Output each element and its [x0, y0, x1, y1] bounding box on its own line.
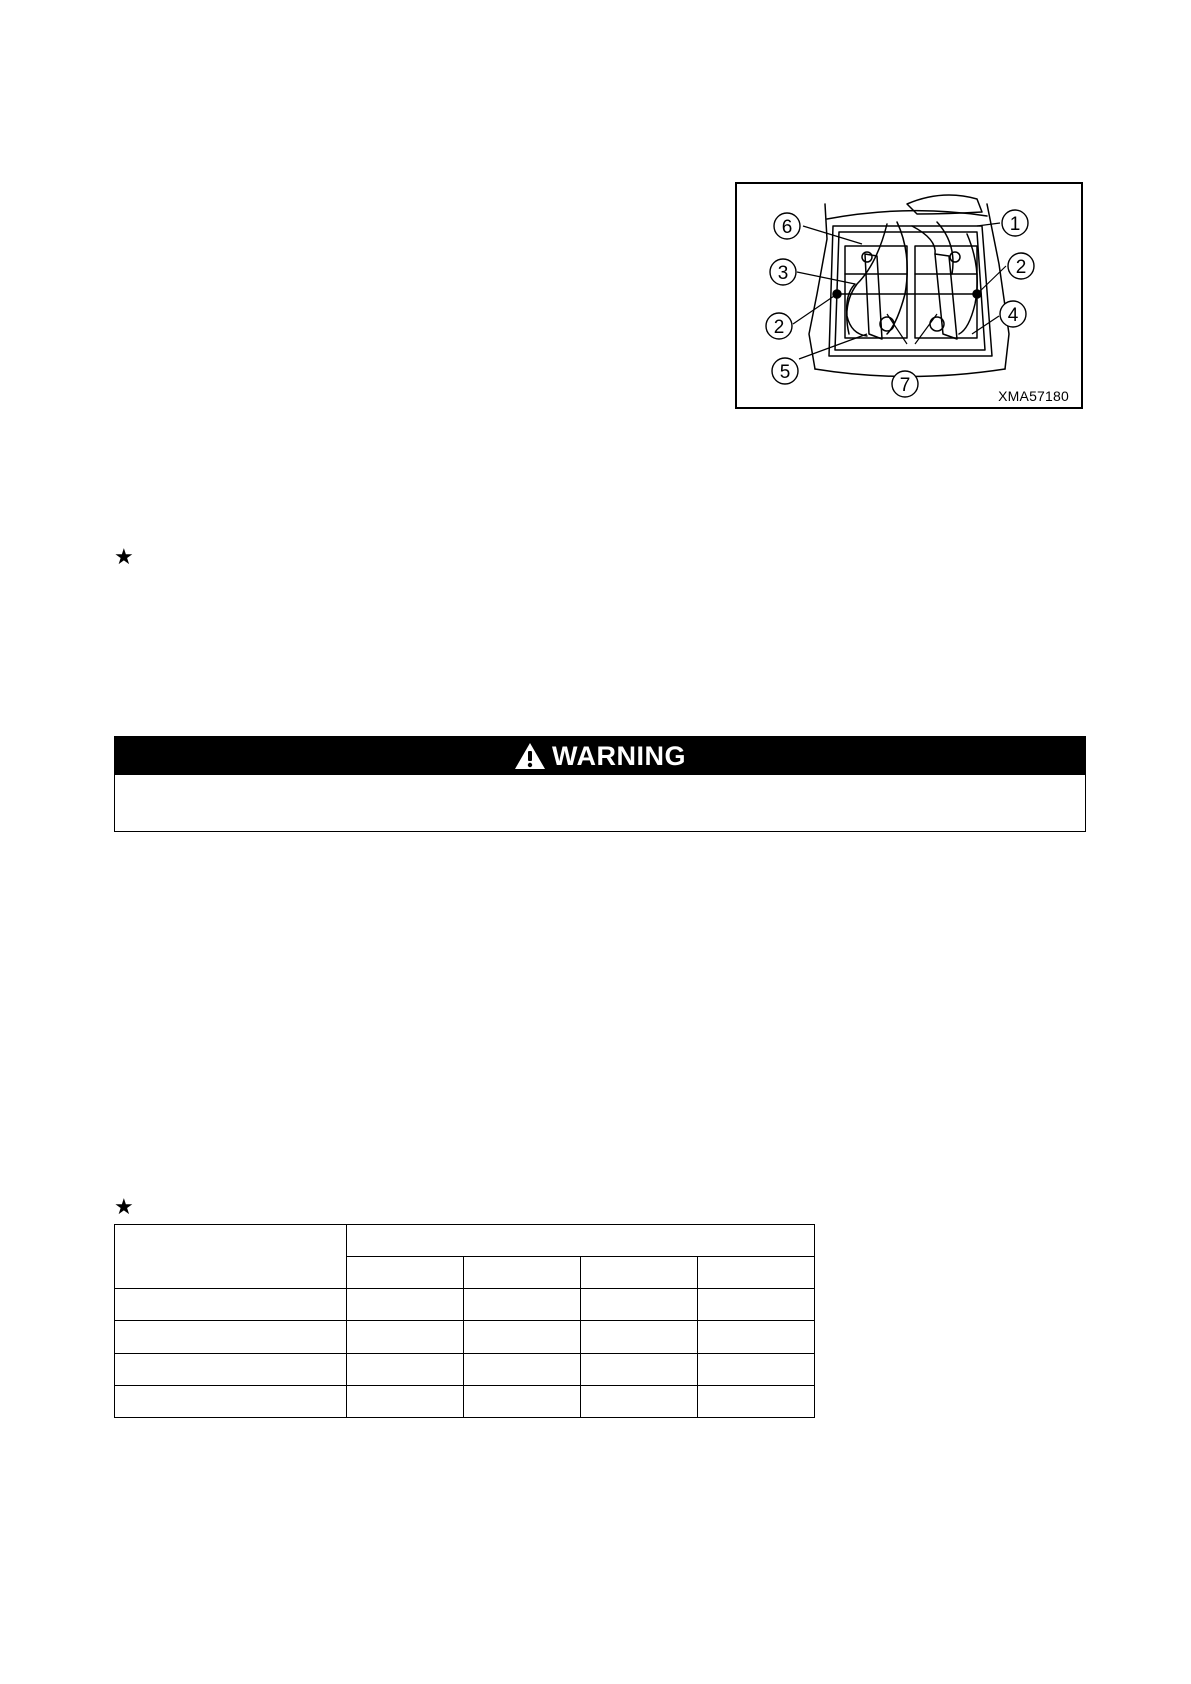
- callout-label: 2: [773, 317, 785, 338]
- warning-header: [115, 737, 1085, 775]
- battery-illustration: [735, 182, 1083, 409]
- table-row: [115, 1289, 815, 1321]
- table-subheader: [464, 1257, 581, 1289]
- table-cell: [581, 1321, 698, 1353]
- table-row: [115, 1321, 815, 1353]
- table-cell: [581, 1289, 698, 1321]
- callout-label: 6: [781, 217, 793, 238]
- table-cell: [347, 1289, 464, 1321]
- table-subheader: [581, 1257, 698, 1289]
- table-header-left: [115, 1225, 347, 1289]
- table-cell: [698, 1385, 815, 1417]
- warning-triangle-icon: [514, 742, 546, 770]
- table-cell: [464, 1353, 581, 1385]
- callout-label: 2: [1015, 257, 1027, 278]
- spec-table: [114, 1224, 815, 1418]
- table-subheader: [347, 1257, 464, 1289]
- star-marker-icon: ★: [114, 1194, 134, 1219]
- battery-drawing: [737, 184, 1081, 407]
- table-cell: [115, 1385, 347, 1417]
- table-cell: [581, 1385, 698, 1417]
- callout-label: 3: [777, 263, 789, 284]
- warning-box: [114, 736, 1086, 832]
- table-cell: [347, 1353, 464, 1385]
- table-cell: [698, 1321, 815, 1353]
- table-cell: [698, 1289, 815, 1321]
- warning-label: WARNING: [552, 740, 686, 771]
- table-cell: [115, 1289, 347, 1321]
- table-cell: [115, 1321, 347, 1353]
- table-cell: [464, 1385, 581, 1417]
- table-subheader: [698, 1257, 815, 1289]
- table-cell: [347, 1385, 464, 1417]
- table-cell: [698, 1353, 815, 1385]
- table-header-group: [347, 1225, 815, 1257]
- table-cell: [581, 1353, 698, 1385]
- table-cell: [464, 1289, 581, 1321]
- table-cell: [464, 1321, 581, 1353]
- table-cell: [347, 1321, 464, 1353]
- figure-code: XMA57180: [998, 388, 1069, 404]
- table-cell: [115, 1353, 347, 1385]
- warning-body: [115, 775, 1085, 831]
- table-row: [115, 1353, 815, 1385]
- star-marker-icon: ★: [114, 544, 134, 569]
- callout-label: 5: [779, 362, 791, 383]
- callout-label: 7: [899, 375, 911, 396]
- callout-label: 1: [1009, 214, 1021, 235]
- table-row: [115, 1385, 815, 1417]
- callout-label: 4: [1007, 305, 1019, 326]
